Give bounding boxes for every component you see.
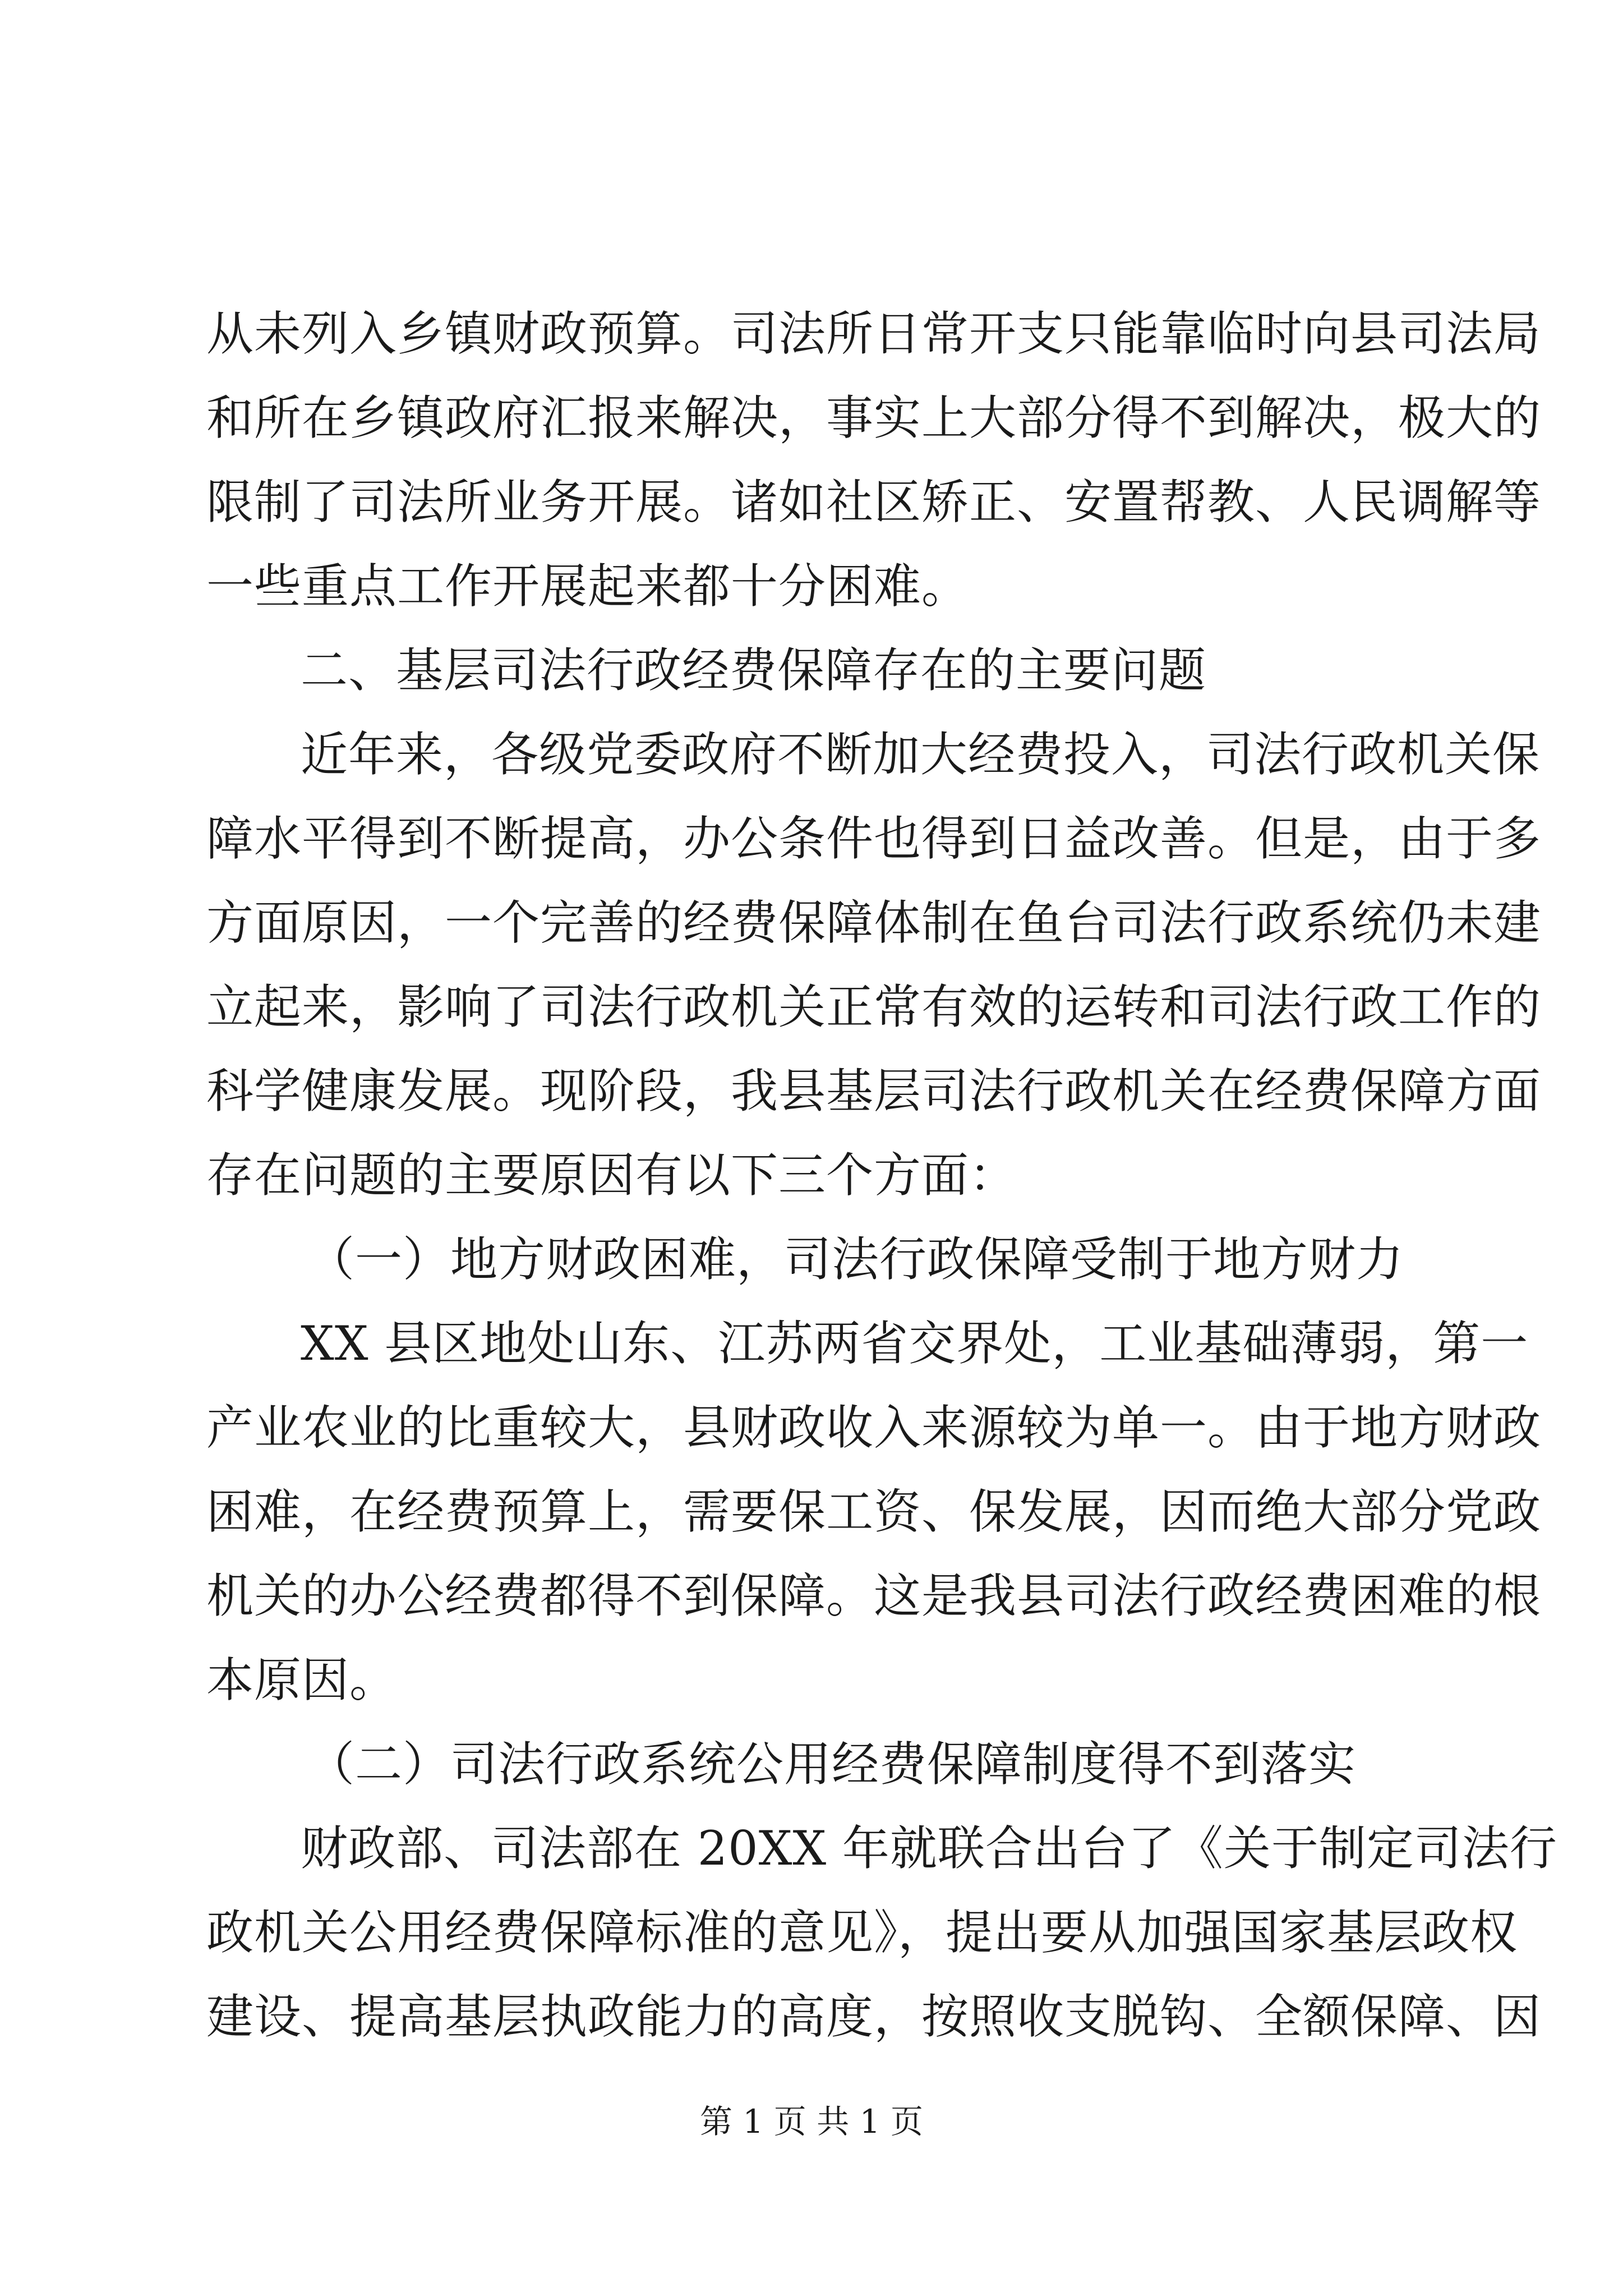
body-line-7: 障水平得到不断提高，办公条件也得到日益改善。但是，由于多 xyxy=(206,811,1542,866)
body-line-10: 科学健康发展。现阶段，我县基层司法行政机关在经费保障方面 xyxy=(206,1064,1542,1119)
body-line-1: 从未列入乡镇财政预算。司法所日常开支只能靠临时向县司法局 xyxy=(206,306,1542,361)
subsection-heading-1: （一）地方财政困难，司法行政保障受制于地方财力 xyxy=(307,1232,1404,1287)
body-line-9: 立起来，影响了司法行政机关正常有效的运转和司法行政工作的 xyxy=(206,979,1542,1034)
body-line-20: 政机关公用经费保障标准的意见》，提出要从加强国家基层政权 xyxy=(206,1905,1518,1960)
body-line-4: 一些重点工作开展起来都十分困难。 xyxy=(206,559,970,614)
page-footer xyxy=(0,2099,1623,2144)
subsection-heading-2: （二）司法行政系统公用经费保障制度得不到落实 xyxy=(307,1737,1357,1792)
body-line-19: 财政部、司法部在 20XX 年就联合出台了《关于制定司法行 xyxy=(301,1821,1557,1876)
body-line-13: XX 县区地处山东、江苏两省交界处，工业基础薄弱，第一 xyxy=(301,1316,1529,1371)
document-body xyxy=(206,292,1557,2059)
body-line-2: 和所在乡镇政府汇报来解决，事实上大部分得不到解决，极大的 xyxy=(206,390,1542,445)
body-line-11: 存在问题的主要原因有以下三个方面： xyxy=(206,1148,1017,1203)
body-line-21: 建设、提高基层执政能力的高度，按照收支脱钩、全额保障、因 xyxy=(206,1989,1542,2044)
section-heading-2: 二、基层司法行政经费保障存在的主要问题 xyxy=(301,643,1207,698)
body-line-14: 产业农业的比重较大，县财政收入来源较为单一。由于地方财政 xyxy=(206,1400,1542,1455)
body-line-8: 方面原因，一个完善的经费保障体制在鱼台司法行政系统仍未建 xyxy=(206,895,1542,950)
page-number-label: 第 1 页 共 1 页 xyxy=(700,2102,923,2141)
body-line-17: 本原因。 xyxy=(206,1653,398,1708)
body-line-6: 近年来，各级党委政府不断加大经费投入，司法行政机关保 xyxy=(301,727,1541,782)
body-line-16: 机关的办公经费都得不到保障。这是我县司法行政经费困难的根 xyxy=(206,1568,1542,1623)
body-line-15: 困难，在经费预算上，需要保工资、保发展，因而绝大部分党政 xyxy=(206,1484,1542,1539)
body-line-3: 限制了司法所业务开展。诸如社区矫正、安置帮教、人民调解等 xyxy=(206,475,1542,530)
